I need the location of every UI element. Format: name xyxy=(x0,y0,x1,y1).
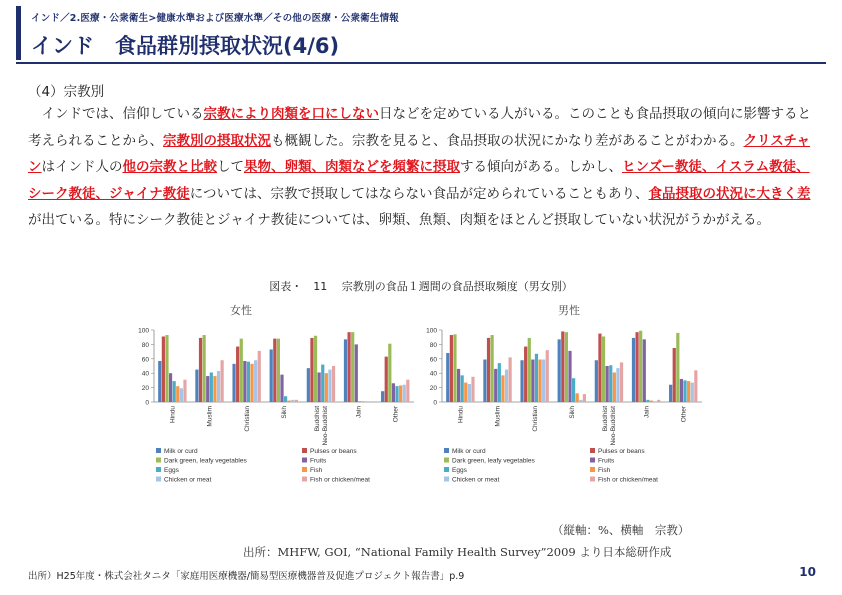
male-bar xyxy=(471,377,474,402)
male-legend-label: Dark green, leafy vegetables xyxy=(452,457,535,465)
female-legend-label: Fish or chicken/meat xyxy=(310,476,370,484)
male-bar xyxy=(613,372,616,402)
female-bar xyxy=(365,401,368,402)
male-legend-label: Fish xyxy=(598,467,611,474)
female-bar xyxy=(347,332,350,402)
male-category-label: Muslim xyxy=(494,406,502,427)
female-y-tick-label: 0 xyxy=(145,399,149,407)
male-bar xyxy=(501,375,504,402)
female-bar xyxy=(325,373,328,402)
highlighted-phrase: 宗教により肉類を口にしない xyxy=(203,106,379,122)
male-legend-swatch xyxy=(590,448,595,453)
male-bar xyxy=(650,401,653,402)
female-legend-label: Fruits xyxy=(310,457,327,465)
female-bar xyxy=(213,376,216,402)
female-legend-swatch xyxy=(302,458,307,463)
female-bar xyxy=(173,381,176,402)
male-y-tick-label: 0 xyxy=(433,399,437,407)
female-bar xyxy=(206,376,209,402)
female-bar xyxy=(291,400,294,402)
male-bar xyxy=(620,362,623,402)
male-bar xyxy=(568,351,571,402)
male-legend-label: Fish or chicken/meat xyxy=(598,476,658,484)
female-category-label: Neo-Buddhist xyxy=(322,406,330,446)
male-bar xyxy=(528,338,531,402)
male-bar xyxy=(520,360,523,402)
female-y-tick-label: 100 xyxy=(138,327,149,335)
female-bar xyxy=(344,339,347,402)
female-bar xyxy=(203,335,206,402)
female-bar xyxy=(406,380,409,402)
male-y-tick-label: 20 xyxy=(429,385,437,393)
female-bar xyxy=(169,373,172,402)
breadcrumb: インド／2.医療・公衆衛生>健康水準および医療水準／その他の医療・公衆衛生情報 xyxy=(31,13,399,24)
male-bar xyxy=(468,384,471,402)
female-bar xyxy=(388,344,391,402)
female-bar xyxy=(258,351,261,402)
female-legend-swatch xyxy=(302,477,307,482)
female-category-label: Buddhist xyxy=(314,406,322,432)
male-bar xyxy=(579,400,582,402)
female-chart-title: 女性 xyxy=(230,304,252,317)
female-legend-swatch xyxy=(156,448,161,453)
female-bar xyxy=(277,339,280,402)
male-bar xyxy=(483,360,486,402)
male-bar xyxy=(542,360,545,402)
male-bar xyxy=(546,350,549,402)
female-bar xyxy=(328,370,331,402)
female-legend-label: Eggs xyxy=(164,467,179,474)
female-category-label: Other xyxy=(392,406,400,423)
male-bar xyxy=(461,375,464,402)
male-bar xyxy=(683,380,686,402)
female-legend-swatch xyxy=(156,477,161,482)
male-bar xyxy=(531,360,534,402)
highlighted-phrase: クリスチャン xyxy=(28,132,811,175)
female-category-label: Muslim xyxy=(206,406,214,427)
paragraph-text: インドでは、信仰している xyxy=(28,106,204,122)
female-bar xyxy=(318,372,321,402)
highlighted-phrase: ヒンズー教徒、イスラム教徒、シーク教徒、ジャイナ教徒 xyxy=(28,159,810,202)
female-category-label: Jain xyxy=(355,406,363,418)
male-legend-label: Milk or curd xyxy=(452,448,486,455)
female-bar xyxy=(240,339,243,402)
male-bar xyxy=(673,348,676,402)
female-bar xyxy=(158,361,161,402)
male-bar xyxy=(558,339,561,402)
figure-caption: 図表・ 11 宗教別の食品１週間の食品摂取頻度（男女別） xyxy=(269,280,573,293)
male-category-label: Neo-Buddhist xyxy=(610,406,618,446)
paragraph-text: も概観した。宗教を見ると、食品摂取の状況にかなり差があることがわかる。 xyxy=(271,132,744,149)
male-bar xyxy=(487,338,490,402)
highlighted-phrase: 果物、卵類、肉類などを頻繁に摂取 xyxy=(244,159,460,175)
page-title: インド 食品群別摂取状況(4/6) xyxy=(31,34,340,58)
female-bar xyxy=(199,338,202,402)
section-heading: （4）宗教別 xyxy=(28,84,105,100)
female-bar xyxy=(358,401,361,402)
female-bar xyxy=(176,386,179,402)
paragraph-text: については、宗教で摂取してはならない食品が定められていることもあり、 xyxy=(189,185,649,202)
male-legend-label: Pulses or beans xyxy=(598,448,645,455)
female-legend-swatch xyxy=(156,467,161,472)
female-category-label: Hindu xyxy=(169,406,177,423)
male-bar xyxy=(691,383,694,402)
male-bar xyxy=(565,332,568,402)
male-legend-swatch xyxy=(444,448,449,453)
female-bar xyxy=(385,357,388,402)
paragraph-text: 日などを定めている人がいる。このことも食品摂取の傾向に影響すると考えられることから、 xyxy=(28,106,811,149)
male-legend-swatch xyxy=(590,467,595,472)
male-category-label: Sikh xyxy=(569,406,576,419)
male-bar xyxy=(446,353,449,402)
male-bar xyxy=(494,369,497,402)
male-legend-label: Chicken or meat xyxy=(452,476,500,484)
male-y-tick-label: 60 xyxy=(429,356,437,364)
male-bar xyxy=(538,360,541,402)
female-bar xyxy=(321,365,324,402)
paragraph-text: して xyxy=(217,159,244,175)
male-bar xyxy=(609,365,612,402)
male-bar xyxy=(676,333,679,402)
female-bar xyxy=(243,361,246,402)
male-bar xyxy=(632,338,635,402)
female-bar xyxy=(273,339,276,402)
female-legend-label: Pulses or beans xyxy=(310,448,357,455)
male-legend-label: Fruits xyxy=(598,457,615,465)
female-bar xyxy=(310,338,313,402)
male-bar xyxy=(505,370,508,402)
male-bar xyxy=(535,354,538,402)
female-bar xyxy=(210,372,213,402)
body-paragraph xyxy=(28,101,818,234)
highlighted-phrase: 宗教別の摂取状況 xyxy=(163,132,271,149)
female-bar xyxy=(270,349,273,402)
male-y-tick-label: 100 xyxy=(426,327,437,335)
female-bar xyxy=(162,336,165,402)
male-bar xyxy=(576,393,579,402)
paragraph-text: が出ている。特にシーク教徒とジャイナ教徒については、卵類、魚類、肉類をほとんど摂取していない状況がうかがえる。 xyxy=(28,212,770,228)
male-bar xyxy=(572,378,575,402)
female-bar xyxy=(314,336,317,402)
male-legend-swatch xyxy=(590,477,595,482)
male-category-label: Buddhist xyxy=(602,406,610,432)
male-bar xyxy=(453,334,456,402)
female-bar xyxy=(369,401,372,402)
male-bar xyxy=(450,335,453,402)
female-legend-label: Fish xyxy=(310,467,323,474)
male-bar xyxy=(653,401,656,402)
female-bar xyxy=(250,364,253,402)
male-legend-swatch xyxy=(444,477,449,482)
male-bar xyxy=(509,357,512,402)
female-bar xyxy=(280,375,283,402)
male-legend-swatch xyxy=(444,458,449,463)
female-bar xyxy=(332,366,335,402)
male-bar xyxy=(646,400,649,402)
male-category-label: Hindu xyxy=(457,406,465,423)
figure-source: 出所：MHFW, GOI, “National Family Health Survey”2009 より日本総研作成 xyxy=(243,545,672,559)
male-bar xyxy=(491,335,494,402)
paragraph-text: する傾向がある。しかし、 xyxy=(460,159,622,175)
female-y-tick-label: 60 xyxy=(141,356,149,364)
female-y-tick-label: 80 xyxy=(141,341,149,349)
female-bar xyxy=(395,386,398,402)
male-bar xyxy=(561,331,564,402)
female-bar xyxy=(165,335,168,402)
female-bar xyxy=(399,385,402,402)
male-legend-swatch xyxy=(444,467,449,472)
female-bar xyxy=(195,370,198,402)
female-bar xyxy=(355,344,358,402)
female-bar xyxy=(351,332,354,402)
female-bar xyxy=(247,362,250,402)
male-bar xyxy=(595,360,598,402)
female-y-tick-label: 40 xyxy=(141,370,149,378)
male-chart-title: 男性 xyxy=(558,304,580,317)
female-bar-chart xyxy=(130,318,422,498)
male-bar xyxy=(616,368,619,402)
female-legend-label: Milk or curd xyxy=(164,448,198,455)
male-bar xyxy=(457,369,460,402)
male-bar xyxy=(669,385,672,402)
female-legend-swatch xyxy=(302,467,307,472)
male-legend-swatch xyxy=(590,458,595,463)
male-category-label: Jain xyxy=(643,406,651,418)
paragraph-text: はインド人の xyxy=(41,159,123,175)
male-bar xyxy=(583,394,586,402)
female-bar xyxy=(295,400,298,402)
female-legend-swatch xyxy=(302,448,307,453)
female-category-label: Sikh xyxy=(281,406,288,419)
male-bar xyxy=(464,383,467,402)
highlighted-phrase: 食品摂取の状況に大きく差 xyxy=(648,185,811,202)
female-bar xyxy=(217,371,220,402)
male-legend-label: Eggs xyxy=(452,467,467,474)
male-bar xyxy=(524,347,527,402)
male-bar xyxy=(598,334,601,402)
male-y-tick-label: 80 xyxy=(429,341,437,349)
male-bar xyxy=(687,381,690,402)
female-bar xyxy=(381,391,384,402)
female-bar xyxy=(236,347,239,402)
female-bar xyxy=(403,385,406,402)
male-bar xyxy=(694,370,697,402)
male-bar xyxy=(680,379,683,402)
male-bar xyxy=(635,332,638,402)
female-bar xyxy=(392,383,395,402)
axis-note: （縦軸：%、横軸 宗教） xyxy=(552,523,690,537)
female-bar xyxy=(284,396,287,402)
male-bar xyxy=(602,336,605,402)
male-y-tick-label: 40 xyxy=(429,370,437,378)
footer-source: 出所）H25年度・株式会社タニタ「家庭用医療機器/簡易型医療機器普及促進プロジェクト報告書」p.9 xyxy=(28,571,465,582)
title-divider xyxy=(16,62,826,64)
header-accent-bar xyxy=(16,6,21,60)
female-legend-label: Dark green, leafy vegetables xyxy=(164,457,247,465)
female-bar xyxy=(232,364,235,402)
male-bar xyxy=(657,400,660,402)
female-bar xyxy=(221,360,224,402)
male-bar xyxy=(639,331,642,402)
female-bar xyxy=(180,388,183,402)
female-legend-swatch xyxy=(156,458,161,463)
male-category-label: Christian xyxy=(531,406,539,432)
male-bar xyxy=(498,363,501,402)
male-bar xyxy=(643,339,646,402)
female-bar xyxy=(254,360,257,402)
male-category-label: Other xyxy=(680,406,688,423)
male-bar xyxy=(606,366,609,402)
highlighted-phrase: 他の宗教と比較 xyxy=(122,159,217,175)
female-bar xyxy=(288,401,291,402)
female-legend-label: Chicken or meat xyxy=(164,476,212,484)
female-y-tick-label: 20 xyxy=(141,385,149,393)
page-number: 10 xyxy=(799,565,816,579)
female-bar xyxy=(307,368,310,402)
female-category-label: Christian xyxy=(243,406,251,432)
female-bar xyxy=(362,401,365,402)
female-bar xyxy=(183,380,186,402)
male-bar-chart xyxy=(418,318,710,498)
